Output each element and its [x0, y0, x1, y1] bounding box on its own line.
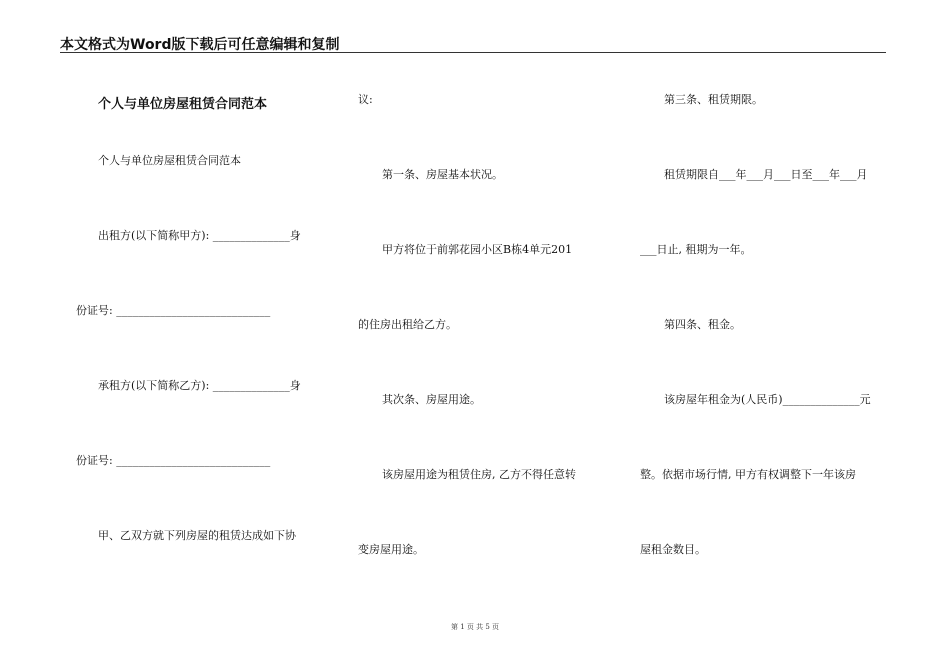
lessor-id: 份证号: ____________________________	[76, 304, 271, 317]
article1-text-1: 甲方将位于前郭花园小区B栋4单元201	[382, 243, 573, 256]
article2-text-2: 变房屋用途。	[358, 543, 424, 556]
article4-text-2: 整。依据市场行情, 甲方有权调整下一年该房	[640, 468, 856, 481]
document-header: 本文格式为Word版下载后可任意编辑和复制	[60, 37, 340, 53]
lessee-id: 份证号: ____________________________	[76, 454, 271, 467]
agreement-end: 议:	[358, 93, 373, 106]
agreement-intro: 甲、乙双方就下列房屋的租赁达成如下协	[98, 529, 296, 542]
article2-title: 其次条、房屋用途。	[382, 393, 481, 406]
page-number: 第 1 页 共 5 页	[450, 623, 500, 631]
header-divider	[60, 52, 886, 53]
article1-title: 第一条、房屋基本状况。	[382, 168, 503, 181]
article4-text-1: 该房屋年租金为(人民币)______________元	[664, 393, 871, 406]
article2-text-1: 该房屋用途为租赁住房, 乙方不得任意转	[382, 468, 576, 481]
article3-text-1: 租赁期限自___年___月___日至___年___月	[664, 168, 868, 181]
article3-text-2: ___日止, 租期为一年。	[640, 243, 752, 256]
article3-title: 第三条、租赁期限。	[664, 93, 763, 106]
lessee-label: 承租方(以下简称乙方): ______________身	[98, 379, 301, 392]
article4-title: 第四条、租金。	[664, 318, 741, 331]
article4-text-3: 屋租金数目。	[640, 543, 706, 556]
document-title: 个人与单位房屋租赁合同范本	[98, 97, 268, 112]
subtitle: 个人与单位房屋租赁合同范本	[98, 154, 241, 167]
lessor-label: 出租方(以下简称甲方): ______________身	[98, 229, 301, 242]
article1-text-2: 的住房出租给乙方。	[358, 318, 457, 331]
